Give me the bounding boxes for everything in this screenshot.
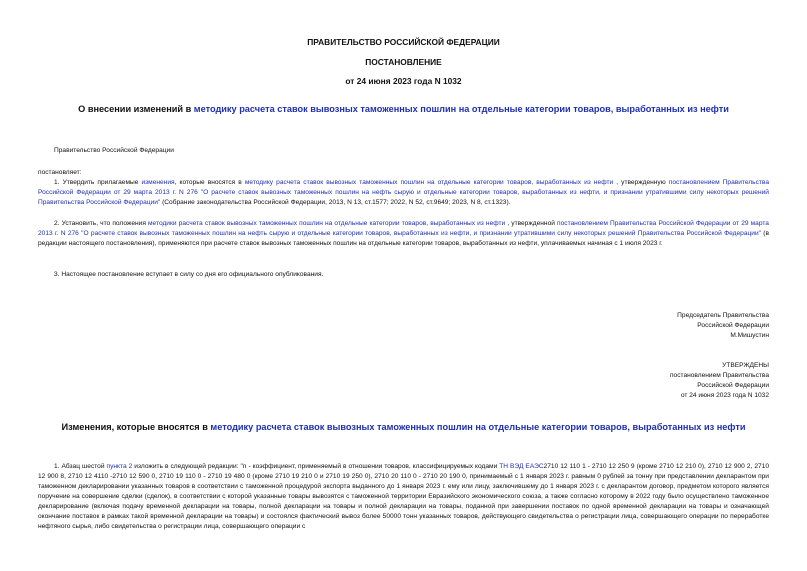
- approved-by: постановлением Правительства: [669, 372, 769, 379]
- paragraph-3: 3. Настоящее постановление вступает в силу со дня его официального опубликования.: [54, 271, 324, 278]
- cp1-text-a: 1. Абзац шестой: [54, 463, 107, 470]
- p2-text-a: 2. Установить, что положения: [54, 220, 149, 227]
- signature-position: Председатель Правительства: [677, 312, 769, 319]
- approved-date: от 24 июня 2023 года N 1032: [680, 392, 769, 399]
- p1-text-c: , которые вносятся в: [174, 179, 245, 186]
- signature-name: М.Мишустин: [730, 332, 769, 339]
- cp1-tnved-link[interactable]: ТН ВЭД ЕАЭС: [499, 463, 544, 470]
- p2-methodology-link[interactable]: методики расчета ставок вывозных таможенных пошлин на отдельные категории товаров, выработанных из нефти: [148, 220, 506, 227]
- cp1-text-e: 2710 12 110 1 - 2710 12 250 9 (кроме 2710 12 210 0), 2710 12 900 2, 2710 12 900 8, 2710 12 4110 -2710 12 590 0, 2710 19 110 0 - 2710 19 480 0 (кроме 2710 19 210 0 и 2710 19 250 0), 2710 20 110 0 - 2710 20 190 0, принимаемый с 1 января 2023 г. равным 0 рублей за тонну при представлении декларантом при таможенном декларировании указанных товаров в соответствии с таможенной процедурой экспорта выданного до 1 января 2023 г. ему или лицу, заключившему до 1 января 2023 г. с декларантом договор, предметом которого является поручение на совершение сделки (сделок), в соответствии с которой указанные товары вывозятся с таможенной территории Евразийского экономического союза, а также согласно которому в 2022 году было осуществлено таможенное декларирование (включая подачу временной декларации на товары, полной декларации на товары и полной декларации на товары, поданной при завершении поставок по одной временной декларации на товары и означающей окончание поставок в рамках такой временной декларации на товары) и состоялся фактический вывоз более 50000 тонн указанных товаров, действующего свидетельства о регистрации лица, совершающего операции по переработке нефтяного сырья, либо свидетельства о регистрации лица, совершающего операции с: [38, 463, 769, 530]
- title-prefix: О внесении изменений в: [78, 104, 194, 114]
- document-title: [0, 104, 807, 114]
- p1-text-e: , утвержденную: [613, 179, 669, 186]
- changes-title: [0, 422, 807, 432]
- changes-title-methodology-link[interactable]: методику расчета ставок вывозных таможенных пошлин на отдельные категории товаров, выработанных из нефти: [210, 422, 746, 432]
- cp1-point-2-link[interactable]: пункта 2: [106, 463, 133, 470]
- p2-text-c: , утвержденной: [505, 220, 558, 227]
- document-kind: ПОСТАНОВЛЕНИЕ: [365, 57, 442, 67]
- p1-changes-link[interactable]: изменения: [141, 179, 175, 186]
- intro-government: Правительство Российской Федерации: [54, 147, 174, 154]
- government-name: ПРАВИТЕЛЬСТВО РОССИЙСКОЙ ФЕДЕРАЦИИ: [307, 37, 500, 47]
- p2-resolution-link[interactable]: постановлением Правительства Российской Федерации от 29 марта 2013 г. N 276 "О расчете ставок вывозных таможенных пошлин на нефть сырую и отдельные категории товаров, выработанных из нефти, и признании утратившими силу некоторых решений Правительства Российской Федерации": [38, 220, 769, 237]
- title-methodology-link[interactable]: методику расчета ставок вывозных таможенных пошлин на отдельные категории товаров, выработанных из нефти: [193, 104, 729, 114]
- p1-text-a: 1. Утвердить прилагаемые: [54, 179, 142, 186]
- document-date: от 24 июня 2023 года N 1032: [345, 76, 462, 86]
- approved-heading: УТВЕРЖДЕНЫ: [722, 362, 769, 369]
- signature-country: Российской Федерации: [697, 322, 769, 329]
- p1-text-g: (Собрание законодательства Российской Федерации, 2013, N 13, ст.1577; 2022, N 52, ст.9649; 2023, N 8, ст.1323).: [160, 199, 511, 206]
- changes-paragraph-1: [38, 462, 769, 566]
- approved-block: [670, 361, 769, 401]
- p1-resolution-link[interactable]: постановлением Правительства Российской Федерации от 29 марта 2013 г. N 276 "О расчете ставок вывозных таможенных пошлин на нефть сырую и отдельные категории товаров, выработанных из нефти, и признании утратившими силу некоторых решений Правительства Российской Федерации": [38, 179, 770, 206]
- cp1-text-c: изложить в следующей редакции: "n - коэффициент, применяемый в отношении товаров, классифицируемых кодами: [132, 463, 500, 470]
- signature-block: [677, 311, 769, 341]
- p2-text-e: (в редакции настоящего постановления), применяются при расчете ставок вывозных таможенных пошлин на отдельные категории товаров, выработанных из нефти, уплачиваемых начиная с 1 июля 2023 г.: [38, 230, 769, 247]
- paragraph-2: [38, 219, 769, 249]
- approved-country: Российской Федерации: [697, 382, 769, 389]
- paragraph-1: [38, 178, 769, 208]
- p1-methodology-link[interactable]: методику расчета ставок вывозных таможенных пошлин на отдельные категории товаров, выработанных из нефти: [244, 179, 614, 186]
- intro-decrees: постановляет:: [38, 169, 82, 176]
- changes-title-prefix: Изменения, которые вносятся в: [61, 422, 211, 432]
